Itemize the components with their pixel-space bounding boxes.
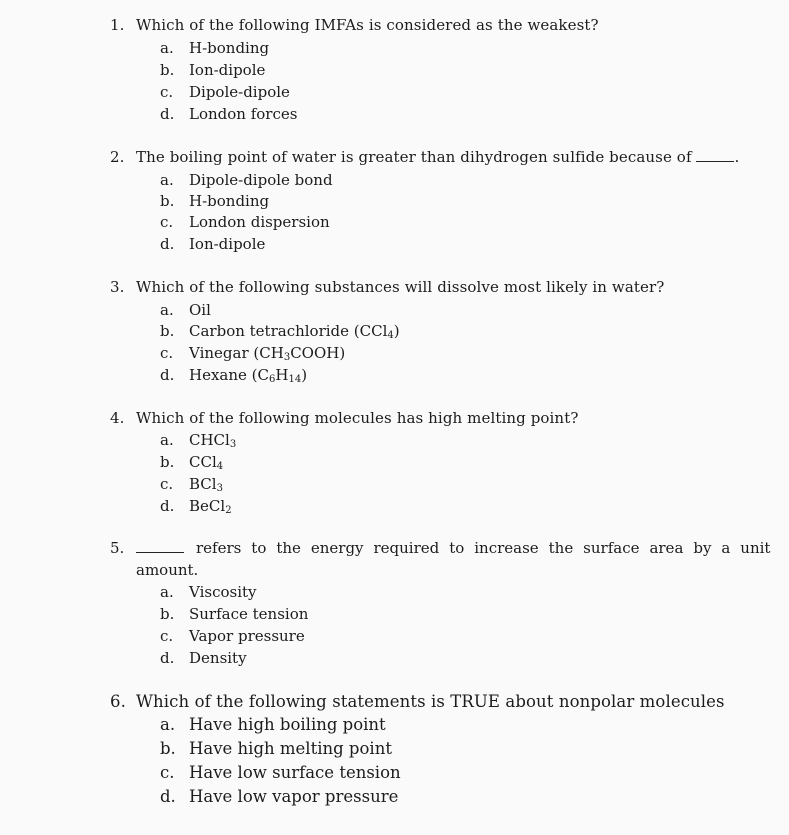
option-letter: c. <box>160 763 175 782</box>
question-text: Which of the following statements is TRUE about nonpolar molecules <box>136 692 725 711</box>
option-a <box>160 171 333 189</box>
option-letter: b. <box>160 61 175 79</box>
option-letter: b. <box>160 453 175 471</box>
option-d <box>160 366 307 385</box>
question-5-stem <box>110 539 770 557</box>
option-letter: c. <box>160 213 174 231</box>
option-text: London forces <box>189 105 298 123</box>
option-c <box>160 475 223 494</box>
option-letter: b. <box>160 605 175 623</box>
subscript: 14 <box>288 374 302 385</box>
subscript: 4 <box>216 461 224 472</box>
option-b <box>160 61 265 79</box>
option-text-after: ) <box>393 322 400 340</box>
option-letter: d. <box>160 787 176 806</box>
option-text: Carbon tetrachloride (CCl <box>189 322 388 340</box>
option-d <box>160 235 265 253</box>
option-letter: d. <box>160 366 175 384</box>
option-text: Surface tension <box>189 605 309 623</box>
option-letter: c. <box>160 475 174 493</box>
option-a <box>160 301 211 319</box>
option-letter: d. <box>160 497 175 515</box>
option-letter: a. <box>160 715 176 734</box>
option-text: CCl <box>189 453 217 471</box>
option-letter: b. <box>160 739 176 758</box>
option-letter: c. <box>160 344 174 362</box>
option-b <box>160 322 400 341</box>
option-d <box>160 497 232 516</box>
answer-blank <box>136 540 184 553</box>
option-text: Hexane (C <box>189 366 269 384</box>
question-text: Which of the following molecules has high melting point? <box>136 409 579 427</box>
question-number: 4. <box>110 409 125 427</box>
option-letter: c. <box>160 83 174 101</box>
option-d <box>160 105 297 123</box>
option-text: H-bonding <box>189 192 270 210</box>
subscript: 2 <box>225 505 232 516</box>
option-text: BCl <box>189 475 217 493</box>
question-2-stem <box>110 148 739 166</box>
option-text-mid: H <box>275 366 289 384</box>
option-text: Vapor pressure <box>189 627 305 645</box>
question-number: 5. <box>110 539 125 557</box>
subscript: 4 <box>387 330 394 341</box>
option-text: Have high melting point <box>189 739 392 758</box>
option-a <box>160 715 386 734</box>
option-a <box>160 39 269 57</box>
question-number: 1. <box>110 16 125 34</box>
option-letter: a. <box>160 431 174 449</box>
option-text: CHCl <box>189 431 230 449</box>
option-c <box>160 763 401 782</box>
option-d <box>160 787 398 806</box>
option-letter: a. <box>160 39 174 57</box>
question-number: 6. <box>110 692 126 711</box>
answer-blank <box>696 149 734 162</box>
option-text: Vinegar (CH <box>189 344 284 362</box>
option-text: London dispersion <box>189 213 330 231</box>
option-c <box>160 344 345 363</box>
option-d <box>160 649 247 667</box>
option-text: H-bonding <box>189 39 270 57</box>
option-text-after: COOH) <box>290 344 346 362</box>
option-letter: b. <box>160 322 175 340</box>
question-text: Which of the following substances will dissolve most likely in water? <box>136 278 665 296</box>
option-b <box>160 739 392 758</box>
option-text: Ion-dipole <box>189 235 266 253</box>
subscript: 3 <box>216 483 223 494</box>
option-text-after: ) <box>301 366 308 384</box>
subscript: 6 <box>269 374 276 385</box>
question-number: 2. <box>110 148 125 166</box>
question-6-stem <box>110 692 725 711</box>
question-3-stem <box>110 278 664 296</box>
option-c <box>160 213 330 231</box>
option-a <box>160 431 236 450</box>
question-text: refers to the energy required to increase the surface area by a unit <box>196 539 771 557</box>
option-b <box>160 453 223 472</box>
question-tail: . <box>734 148 740 166</box>
option-text: Have low surface tension <box>189 763 401 782</box>
option-letter: d. <box>160 649 175 667</box>
question-1-stem <box>110 16 599 34</box>
subscript: 3 <box>283 352 291 363</box>
question-4-stem <box>110 409 578 427</box>
option-a <box>160 583 257 601</box>
option-letter: d. <box>160 105 175 123</box>
option-b <box>160 605 308 623</box>
option-text: BeCl <box>189 497 226 515</box>
question-text: The boiling point of water is greater than dihydrogen sulfide because of <box>136 148 692 166</box>
option-text: Ion-dipole <box>189 61 266 79</box>
option-letter: d. <box>160 235 175 253</box>
question-text: Which of the following IMFAs is considered as the weakest? <box>136 16 599 34</box>
option-letter: c. <box>160 627 174 645</box>
option-letter: a. <box>160 171 174 189</box>
option-letter: a. <box>160 301 174 319</box>
option-c <box>160 627 305 645</box>
question-number: 3. <box>110 278 125 296</box>
question-5-continuation: amount. <box>136 561 199 579</box>
option-b <box>160 192 269 210</box>
option-text: Viscosity <box>189 583 257 601</box>
subscript: 3 <box>229 439 237 450</box>
option-text: Density <box>189 649 247 667</box>
option-letter: b. <box>160 192 175 210</box>
option-text: Have low vapor pressure <box>189 787 399 806</box>
option-text: Have high boiling point <box>189 715 386 734</box>
option-letter: a. <box>160 583 174 601</box>
option-text: Dipole-dipole <box>189 83 290 101</box>
option-c <box>160 83 290 101</box>
option-text: Dipole-dipole bond <box>189 171 333 189</box>
option-text: Oil <box>189 301 211 319</box>
